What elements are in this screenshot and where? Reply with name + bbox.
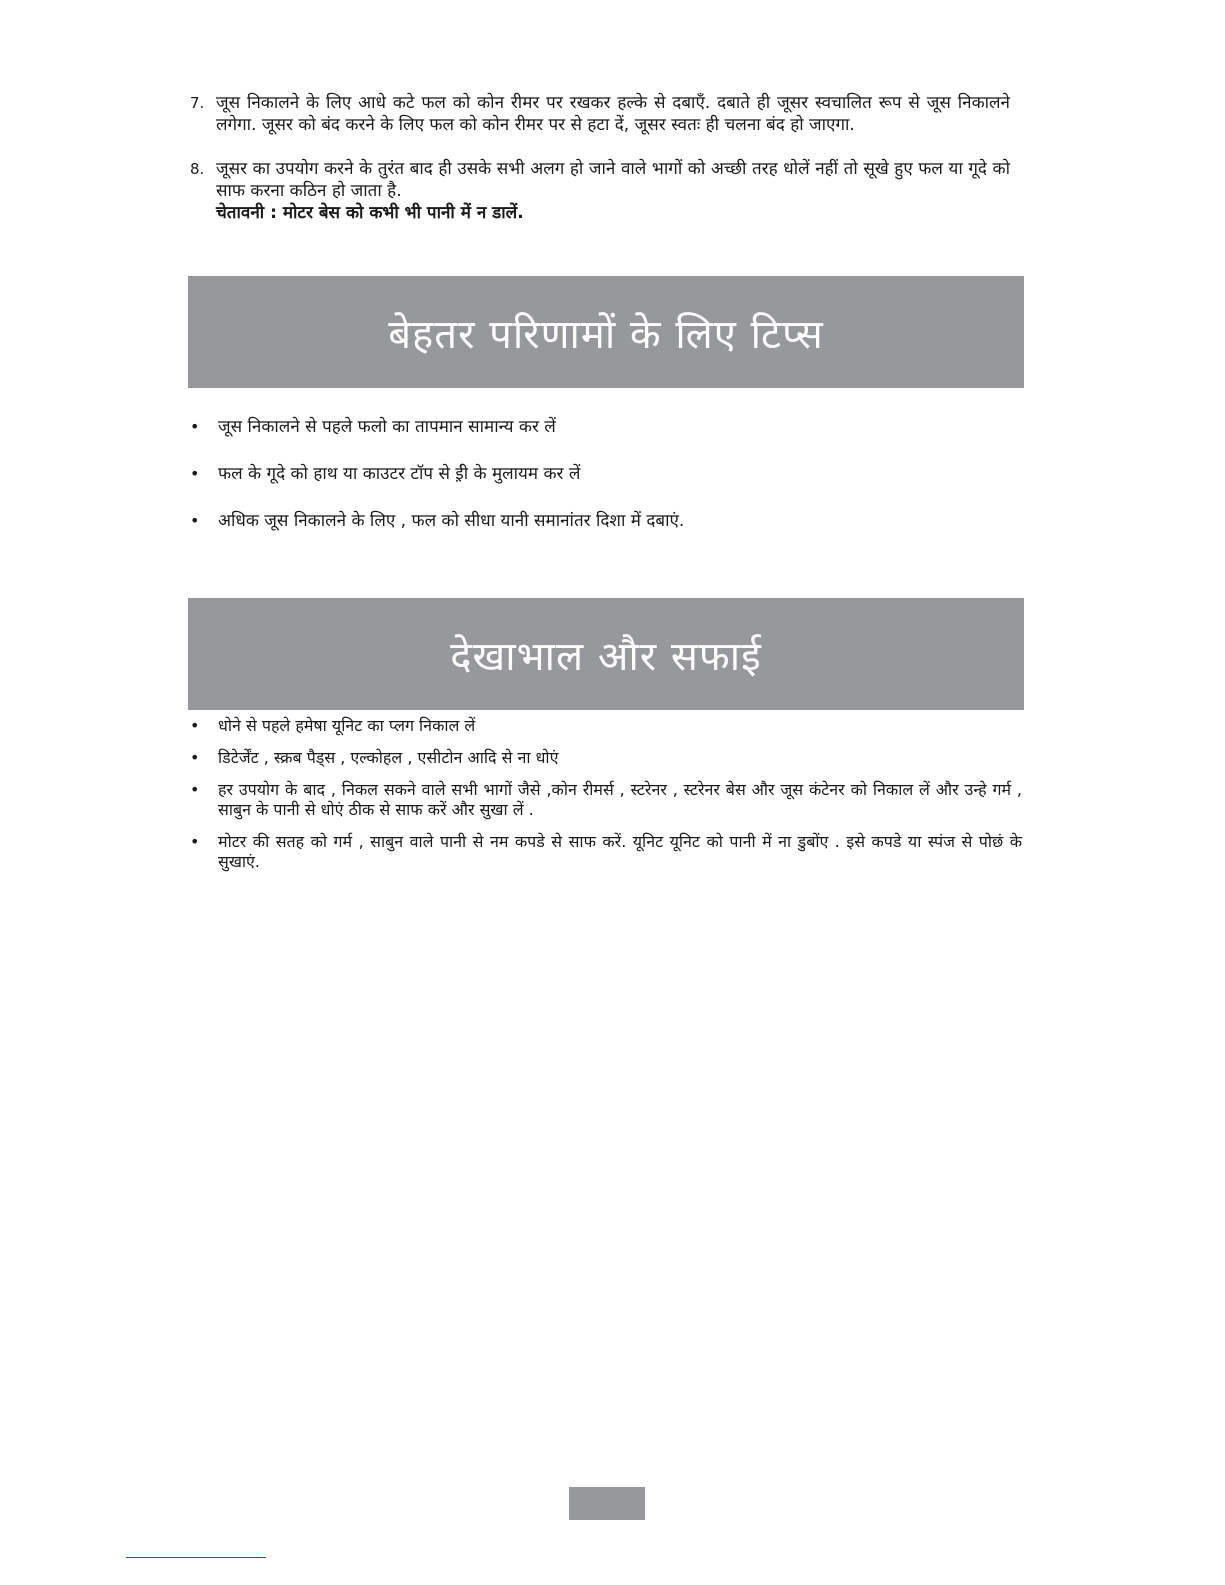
tips-list: [190, 416, 1022, 557]
list-item-text: जूस निकालने से पहले फलो का तापमान सामान्य कर लें: [218, 417, 556, 437]
tips-banner: [188, 276, 1024, 388]
step-7: [190, 92, 1010, 136]
footnote-rule: [126, 1557, 266, 1558]
step-text: जूस निकालने के लिए आधे कटे फल को कोन रीमर पर रखकर हल्के से दबाएँ. दबाते ही जूसर स्वचालित रूप से जूस निकालने लगेगा. जूसर को बंद करने के लिए फल को कोन रीमर पर से हटा दें, जूसर स्वतः ही चलना बंद हो जाएगा.: [216, 93, 1010, 135]
list-item-text: मोटर की सतह को गर्म , साबुन वाले पानी से नम कपडे से साफ करें. यूनिट यूनिट को पानी में ना डुबोंए . इसे कपडे या स्पंज से पोछं के सुखाएं.: [218, 832, 1022, 871]
list-item: [190, 510, 1022, 532]
page-number-box: [569, 1487, 645, 1520]
list-item: [190, 780, 1022, 820]
bullet-icon: •: [190, 716, 200, 735]
bullet-icon: •: [190, 780, 200, 799]
care-list: [190, 716, 1022, 884]
list-item: [190, 748, 1022, 768]
step-body: [216, 158, 1010, 224]
numbered-steps: [190, 92, 1010, 246]
step-number: 7.: [190, 94, 205, 112]
list-item-text: डिटेर्जेंट , स्क्रब पैड्स , एल्कोहल , एसीटोन आदि से ना धोएं: [218, 748, 559, 767]
list-item-text: फल के गूदे को हाथ या काउटर टॉप से ई़ी के मुलायम कर लें: [218, 464, 581, 484]
care-banner: [188, 598, 1024, 710]
care-heading: देखाभाल और सफाई: [450, 633, 762, 680]
step-number: 8.: [190, 160, 205, 178]
warning-text: चेतावनी : मोटर बेस को कभी भी पानी में न डालें.: [216, 203, 524, 223]
tips-heading: बेहतर परिणामों के लिए टिप्स: [388, 311, 824, 358]
list-item: [190, 463, 1022, 485]
bullet-icon: •: [190, 417, 200, 436]
bullet-icon: •: [190, 832, 200, 851]
list-item: [190, 716, 1022, 736]
list-item-text: धोने से पहले हमेषा यूनिट का प्लग निकाल लें: [218, 716, 476, 735]
list-item: [190, 416, 1022, 438]
bullet-icon: •: [190, 464, 200, 483]
list-item-text: अधिक जूस निकालने के लिए , फल को सीधा यानी समानांतर दिशा में दबाएं.: [218, 511, 685, 531]
list-item-text: हर उपयोग के बाद , निकल सकने वाले सभी भागों जैसे ,कोन रीमर्स , स्टरेनर , स्टरेनर बेस और जूस कंटेनर को निकाल लें और उन्हे गर्म , साबुन के पानी से धोएं ठीक से साफ करें और सुखा लें .: [218, 780, 1022, 819]
bullet-icon: •: [190, 511, 200, 530]
list-item: [190, 832, 1022, 872]
bullet-icon: •: [190, 748, 200, 767]
step-8: [190, 158, 1010, 224]
step-text: जूसर का उपयोग करने के तुरंत बाद ही उसके सभी अलग हो जाने वाले भागों को अच्छी तरह धोलें नहीं तो सूखे हुए फल या गूदे को साफ करना कठिन हो जाता है.: [216, 159, 1010, 201]
